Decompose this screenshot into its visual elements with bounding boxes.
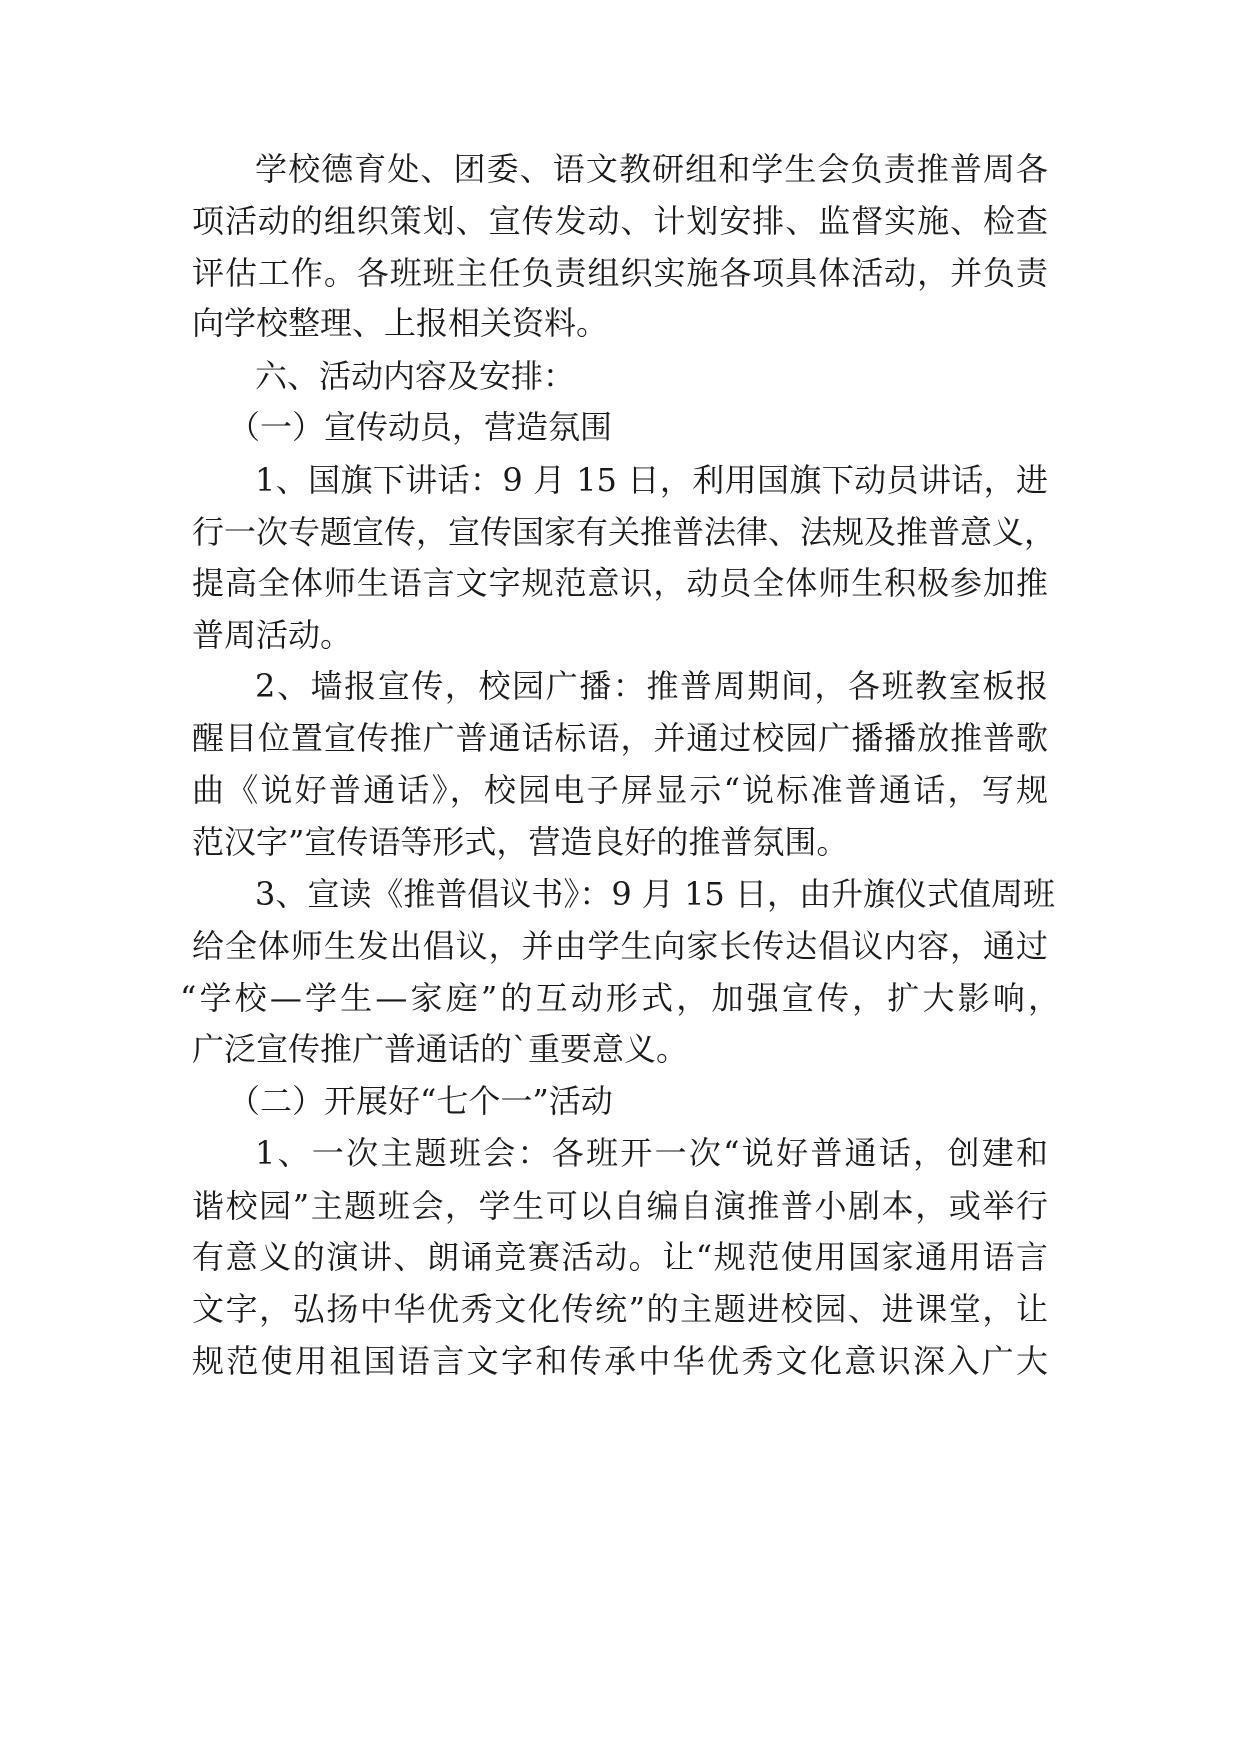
paragraph-line: 曲《说好普通话》，校园电子屏显示“说标准普通话，写规: [192, 771, 1048, 809]
paragraph-line: 学校德育处、团委、语文教研组和学生会负责推普周各: [255, 150, 1048, 188]
subsection-heading: （二）开展好“七个一”活动: [228, 1082, 613, 1120]
paragraph-line: 项活动的组织策划、宣传发动、计划安排、监督实施、检查: [192, 202, 1048, 240]
paragraph-line: 3、宣读《推普倡议书》：9 月 15 日，由升旗仪式值周班: [255, 875, 1055, 913]
subsection-heading: （一）宣传动员，营造氛围: [228, 408, 613, 446]
paragraph-line: 1、国旗下讲话：9 月 15 日，利用国旗下动员讲话，进: [255, 461, 1048, 499]
paragraph-line: 广泛宣传推广普通话的`重要意义。: [192, 1030, 689, 1068]
paragraph-line: “学校—学生—家庭”的互动形式，加强宣传，扩大影响，: [180, 979, 1060, 1017]
section-heading: 六、活动内容及安排：: [255, 357, 576, 395]
paragraph-line: 范汉字”宣传语等形式，营造良好的推普氛围。: [192, 823, 849, 861]
paragraph-line: 行一次专题宣传，宣传国家有关推普法律、法规及推普意义，: [192, 513, 1057, 551]
paragraph-line: 普周活动。: [192, 616, 353, 654]
paragraph-line: 1、一次主题班会：各班开一次“说好普通话，创建和: [255, 1134, 1048, 1172]
paragraph-line: 向学校整理、上报相关资料。: [192, 304, 609, 342]
paragraph-line: 谐校园”主题班会，学生可以自编自演推普小剧本，或举行: [192, 1187, 1048, 1225]
paragraph-line: 文字，弘扬中华优秀文化传统”的主题进校园、进课堂，让: [192, 1290, 1048, 1328]
paragraph-line: 评估工作。各班班主任负责组织实施各项具体活动，并负责: [192, 254, 1048, 292]
paragraph-line: 给全体师生发出倡议，并由学生向家长传达倡议内容，通过: [192, 927, 1048, 965]
paragraph-line: 规范使用祖国语言文字和传承中华优秀文化意识深入广大: [192, 1342, 1048, 1380]
paragraph-line: 有意义的演讲、朗诵竞赛活动。让“规范使用国家通用语言: [192, 1238, 1048, 1276]
paragraph-line: 提高全体师生语言文字规范意识，动员全体师生积极参加推: [192, 564, 1048, 602]
paragraph-line: 2、墙报宣传，校园广播：推普周期间，各班教室板报: [255, 667, 1048, 705]
paragraph-line: 醒目位置宣传推广普通话标语，并通过校园广播播放推普歌: [192, 719, 1048, 757]
